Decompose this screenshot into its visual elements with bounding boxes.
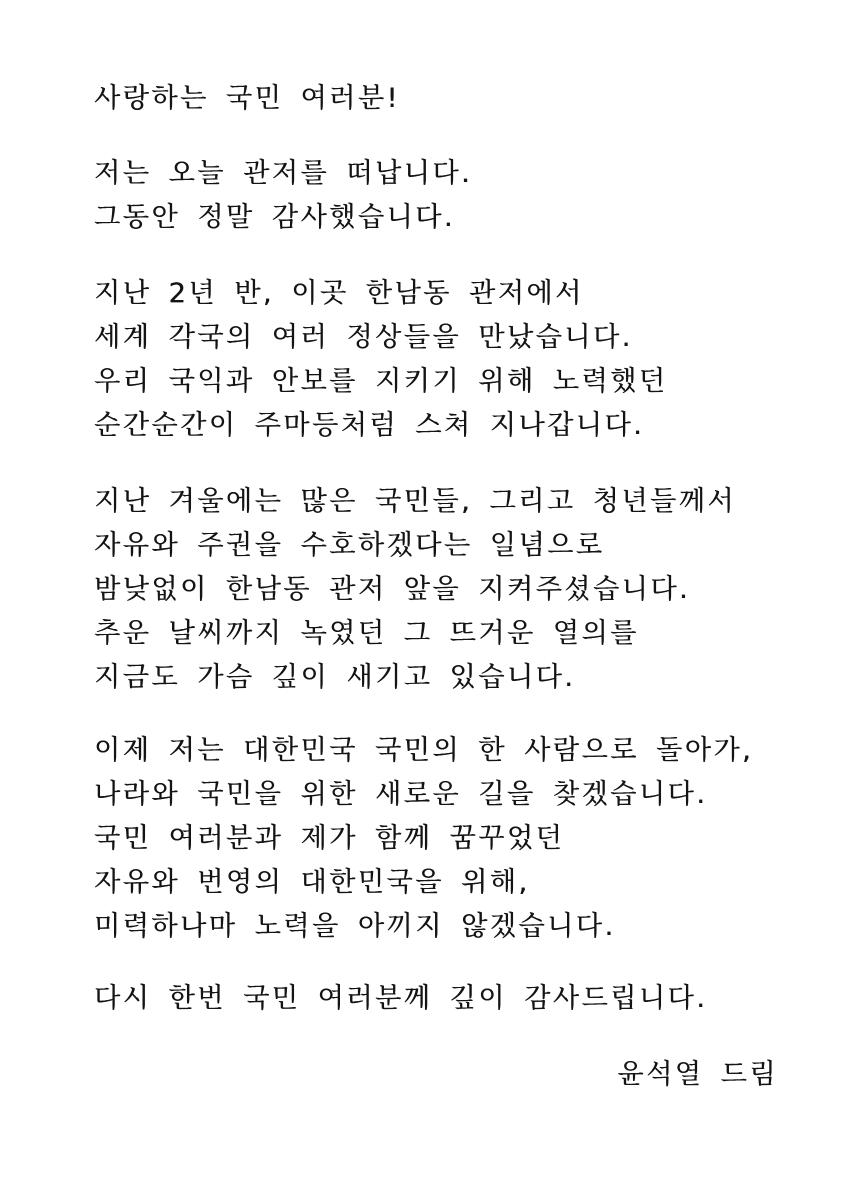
letter-line: 국민 여러분과 제가 함께 꿈꾸었던 [94, 823, 565, 854]
letter-line: 지난 겨울에는 많은 국민들, 그리고 청년들께서 [94, 486, 737, 517]
letter-line: 지난 2년 반, 이곳 한남동 관저에서 [94, 278, 584, 309]
letter-line: 밤낮없이 한남동 관저 앞을 지켜주셨습니다. [94, 574, 691, 605]
letter-line: 세계 각국의 여러 정상들을 만났습니다. [94, 322, 633, 353]
letter-line: 저는 오늘 관저를 떠납니다. [94, 158, 473, 189]
letter-line: 자유와 주권을 수호하겠다는 일념으로 [94, 530, 605, 561]
letter-line: 자유와 번영의 대한민국을 위해, [94, 867, 530, 898]
letter-line: 추운 날씨까지 녹였던 그 뜨거운 열의를 [94, 618, 639, 649]
letter-line: 지금도 가슴 깊이 새기고 있습니다. [94, 662, 576, 693]
letter-signature: 윤석열 드림 [617, 1059, 778, 1090]
letter-line: 이제 저는 대한민국 국민의 한 사람으로 돌아가, [94, 735, 754, 766]
letter-line: 미력하나마 노력을 아끼지 않겠습니다. [94, 911, 616, 942]
letter-greeting: 사랑하는 국민 여러분! [94, 83, 400, 114]
letter-line: 순간순간이 주마등처럼 스쳐 지나갑니다. [94, 410, 645, 441]
letter-line: 나라와 국민을 위한 새로운 길을 찾겠습니다. [94, 779, 708, 810]
letter-line: 그동안 정말 감사했습니다. [94, 202, 456, 233]
letter-line: 우리 국익과 안보를 지키기 위해 노력했던 [94, 366, 668, 397]
letter-line: 다시 한번 국민 여러분께 깊이 감사드립니다. [94, 983, 708, 1014]
